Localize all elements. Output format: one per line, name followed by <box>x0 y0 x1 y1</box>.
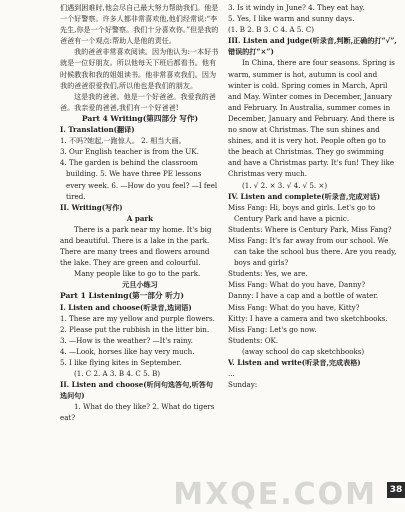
right-paragraph: ... <box>228 369 235 379</box>
left-paragraph: There is a park near my home. It's big and beautiful. There is a lake in the park. There are many trees and flowers around the lake. They are green and colourful. <box>60 224 212 268</box>
left-paragraph: 1. What do they like? 2. What do tigers eat? <box>60 402 215 423</box>
left-paragraph: 元旦小练习 <box>122 280 158 290</box>
right-paragraph: Students: OK. <box>228 335 279 345</box>
right-paragraph: Sunday: <box>228 380 258 390</box>
right-paragraph: IV. Listen and complete(听录音,完成对话) <box>228 191 381 201</box>
right-paragraph: Danny: I have a cap and a bottle of water. <box>228 291 379 301</box>
right-paragraph: Miss Fang: It's far away from our school. We can take the school bus there. Are you ready, boys and girls? <box>228 235 397 268</box>
left-paragraph: II. Listen and choose(听问句选答句,听答句选问句) <box>60 380 213 401</box>
left-paragraph: 这是我的爸爸。他是一个好爸爸。我爱我的爸爸。我亲爱的爸爸,我们有一个好爸爸! <box>60 91 216 112</box>
left-paragraph: 1. These are my yellow and purple flowers. <box>60 313 215 323</box>
left-paragraph: 2. Please put the rubbish in the litter bin. <box>60 324 210 334</box>
left-paragraph: 3. —How is the weather? —It's rainy. <box>60 335 193 345</box>
left-paragraph: (1. C 2. A 3. B 4. C 5. B) <box>74 369 161 379</box>
left-paragraph: I. Listen and choose(听录音,选词语) <box>60 302 192 312</box>
right-paragraph: (1. √ 2. × 3. √ 4. √ 5. ×) <box>242 180 328 190</box>
right-paragraph: In China, there are four seasons. Spring is warm, summer is hot, autumn is cool and winter is cold. Spring comes in March, April and May. Winter comes in December, January and February. In Australia, summer comes in December, January and February. And there is no snow at Christmas. The sun shines and shines, and it is very hot. People often go to the beach at Christmas. They go swimming and have a Christmas party. It's fun! They like Christmas very much. <box>228 58 395 179</box>
right-paragraph: Miss Fang: What do you have, Danny? <box>228 280 366 290</box>
right-paragraph: Miss Fang: What do you have, Kitty? <box>228 302 360 312</box>
left-paragraph: Part 1 Listening(第一部分 听力) <box>60 291 184 301</box>
page-number: 38 <box>387 482 405 498</box>
left-paragraph: 3. Our English teacher is from the UK. <box>60 147 199 157</box>
right-paragraph: 3. Is it windy in June? 4. They eat hay. <box>228 3 365 12</box>
right-column <box>228 2 398 390</box>
left-paragraph: Many people like to go to the park. <box>74 269 201 279</box>
left-paragraph: Part 4 Writing(第四部分 写作) <box>81 113 199 123</box>
right-paragraph: V. Listen and write(听录音,完成表格) <box>228 358 361 367</box>
right-paragraph: 5. Yes, I like warm and sunny days. <box>228 14 355 24</box>
left-paragraph: 们遇到困难时,他会尽自己最大努力帮助我们。他是一个好警察。许多人都非常喜欢他,他们经常说:“李先生,你是一个好警察。我们十分喜欢你。”但是我的爸爸有一个观点:帮助人是他的责任。 <box>60 3 219 46</box>
left-paragraph: II. Writing(写作) <box>60 202 123 212</box>
right-paragraph: Miss Fang: Hi, boys and girls. Let's go to Century Park and have a picnic. <box>228 202 376 223</box>
left-paragraph: I. Translation(翻译) <box>60 125 135 135</box>
right-paragraph: Students: Yes, we are. <box>228 269 308 279</box>
right-paragraph: Miss Fang: Let's go now. <box>228 324 317 334</box>
left-paragraph: 4. —Look, horses like hay very much. <box>60 346 195 356</box>
left-paragraph: 我的爸爸非常喜欢阅读。因为他认为:一本好书就是一位好朋友。所以他每天下班后都看书。他有时候教我和我的姐姐读书。他非常喜欢我们。因为我的爸爸很爱我们,所以他也是我们的朋友。 <box>60 47 219 90</box>
right-paragraph: III. Listen and judge(听录音,判断,正确的打“√”,错误的打“×”) <box>228 36 397 57</box>
left-paragraph: 4. The garden is behind the classroom building. 5. We have three PE lessons every week. 6. —How do you feel? —I feel tired. <box>60 158 218 201</box>
right-paragraph: Kitty: I have a camera and two sketchbooks. <box>228 313 388 323</box>
right-paragraph: (1. B 2. B 3. C 4. A 5. C) <box>228 25 315 35</box>
left-paragraph: 5. I like flying kites in September. <box>60 358 182 367</box>
left-column <box>60 2 220 424</box>
left-paragraph: A park <box>126 213 154 223</box>
right-paragraph: (away school do cap sketchbooks) <box>242 346 365 356</box>
watermark: MXQE.COM <box>173 477 377 512</box>
right-paragraph: Students: Where is Century Park, Miss Fang? <box>228 224 392 234</box>
left-paragraph: 1. 不吗?她起,一跑惊人。 2. 相当大画。 <box>60 136 186 146</box>
